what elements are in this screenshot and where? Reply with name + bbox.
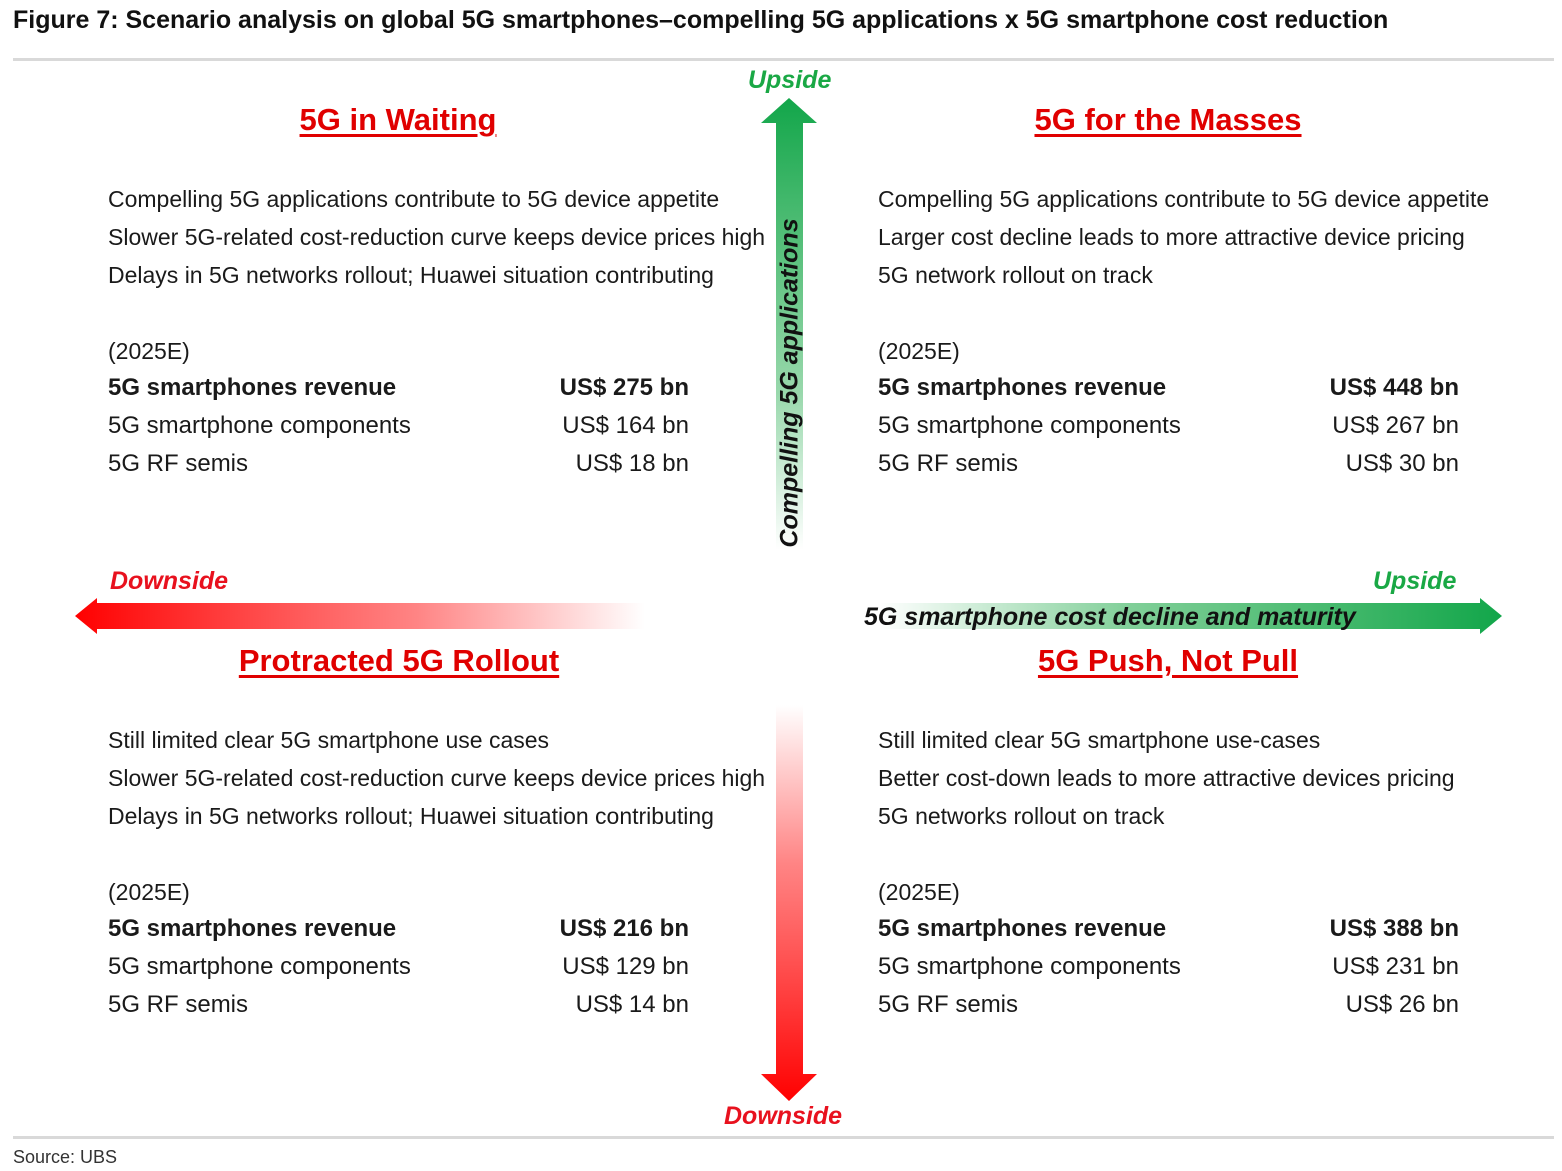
metric-value: US$ 275 bn: [559, 374, 689, 401]
bullet-line: Compelling 5G applications contribute to 5G device appetite: [108, 186, 720, 212]
scenario-title: 5G in Waiting: [299, 102, 497, 137]
metric-value: US$ 129 bn: [562, 953, 689, 980]
bullet-line: Still limited clear 5G smartphone use cases: [108, 727, 550, 753]
horizontal-axis-name: 5G smartphone cost decline and maturity: [864, 603, 1356, 631]
forecast-year: (2025E): [878, 879, 960, 905]
scenario-bullets: [108, 180, 765, 294]
metrics-table: [878, 910, 1459, 1024]
bullet-line: Still limited clear 5G smartphone use-cases: [878, 727, 1321, 753]
metric-label: 5G smartphone components: [878, 953, 1181, 980]
metric-value: US$ 26 bn: [1345, 991, 1459, 1018]
metric-row: [878, 910, 1459, 948]
bottom-divider: [13, 1136, 1554, 1139]
vertical-upside-label: Upside: [748, 66, 832, 94]
metrics-table: [108, 369, 689, 483]
scenario-title: 5G for the Masses: [1034, 102, 1302, 137]
metric-label: 5G smartphones revenue: [108, 374, 397, 401]
metric-row: [108, 948, 689, 986]
metric-value: US$ 164 bn: [562, 412, 689, 439]
metric-row: [878, 948, 1459, 986]
metric-label: 5G smartphone components: [108, 953, 411, 980]
metric-label: 5G RF semis: [878, 450, 1019, 477]
metric-label: 5G smartphones revenue: [878, 374, 1167, 401]
metric-label: 5G smartphones revenue: [878, 915, 1167, 942]
vertical-downside-label: Downside: [724, 1102, 843, 1130]
metric-label: 5G RF semis: [108, 450, 249, 477]
metric-label: 5G smartphone components: [878, 412, 1181, 439]
metric-row: [878, 445, 1459, 483]
metric-label: 5G RF semis: [878, 991, 1019, 1018]
metric-label: 5G smartphones revenue: [108, 915, 397, 942]
vertical-axis-name: Compelling 5G applications: [775, 218, 804, 548]
metric-row: [108, 407, 689, 445]
metric-row: [878, 986, 1459, 1024]
bullet-line: 5G network rollout on track: [878, 262, 1153, 288]
metric-row: [878, 407, 1459, 445]
metric-row: [108, 910, 689, 948]
bullet-line: Compelling 5G applications contribute to 5G device appetite: [878, 186, 1490, 212]
forecast-year: (2025E): [878, 338, 960, 364]
figure-title: Figure 7: Scenario analysis on global 5G smartphones–compelling 5G applications x 5G smartphone cost reduction: [13, 6, 1389, 34]
metric-value: US$ 30 bn: [1345, 450, 1459, 477]
bullet-line: Slower 5G-related cost-reduction curve keeps device prices high: [108, 765, 766, 791]
metric-value: US$ 448 bn: [1329, 374, 1459, 401]
metric-value: US$ 18 bn: [575, 450, 689, 477]
metric-label: 5G RF semis: [108, 991, 249, 1018]
metric-row: [878, 369, 1459, 407]
bullet-line: Delays in 5G networks rollout; Huawei situation contributing: [108, 803, 714, 829]
scenario-title: Protracted 5G Rollout: [238, 643, 560, 678]
scenario-bullets: [108, 721, 765, 835]
bullet-line: 5G networks rollout on track: [878, 803, 1165, 829]
horizontal-upside-label: Upside: [1373, 567, 1457, 595]
horizontal-downside-label: Downside: [110, 567, 229, 595]
metric-row: [108, 445, 689, 483]
bullet-line: Larger cost decline leads to more attractive device pricing: [878, 224, 1465, 250]
metric-row: [108, 369, 689, 407]
bullet-line: Better cost-down leads to more attractive devices pricing: [878, 765, 1455, 791]
bullet-line: Delays in 5G networks rollout; Huawei situation contributing: [108, 262, 714, 288]
metric-value: US$ 216 bn: [559, 915, 689, 942]
metric-value: US$ 267 bn: [1332, 412, 1459, 439]
metric-label: 5G smartphone components: [108, 412, 411, 439]
metric-row: [108, 986, 689, 1024]
bullet-line: Slower 5G-related cost-reduction curve keeps device prices high: [108, 224, 766, 250]
metric-value: US$ 14 bn: [575, 991, 689, 1018]
down-arrow: [761, 705, 817, 1101]
scenario-bullets: [878, 180, 1489, 294]
metrics-table: [108, 910, 689, 1024]
scenario-bullets: [878, 721, 1455, 835]
left-arrow: [75, 598, 645, 634]
metric-value: US$ 388 bn: [1329, 915, 1459, 942]
source-note: Source: UBS: [13, 1147, 118, 1167]
metric-value: US$ 231 bn: [1332, 953, 1459, 980]
scenario-title: 5G Push, Not Pull: [1037, 643, 1299, 678]
metrics-table: [878, 369, 1459, 483]
forecast-year: (2025E): [108, 338, 190, 364]
forecast-year: (2025E): [108, 879, 190, 905]
